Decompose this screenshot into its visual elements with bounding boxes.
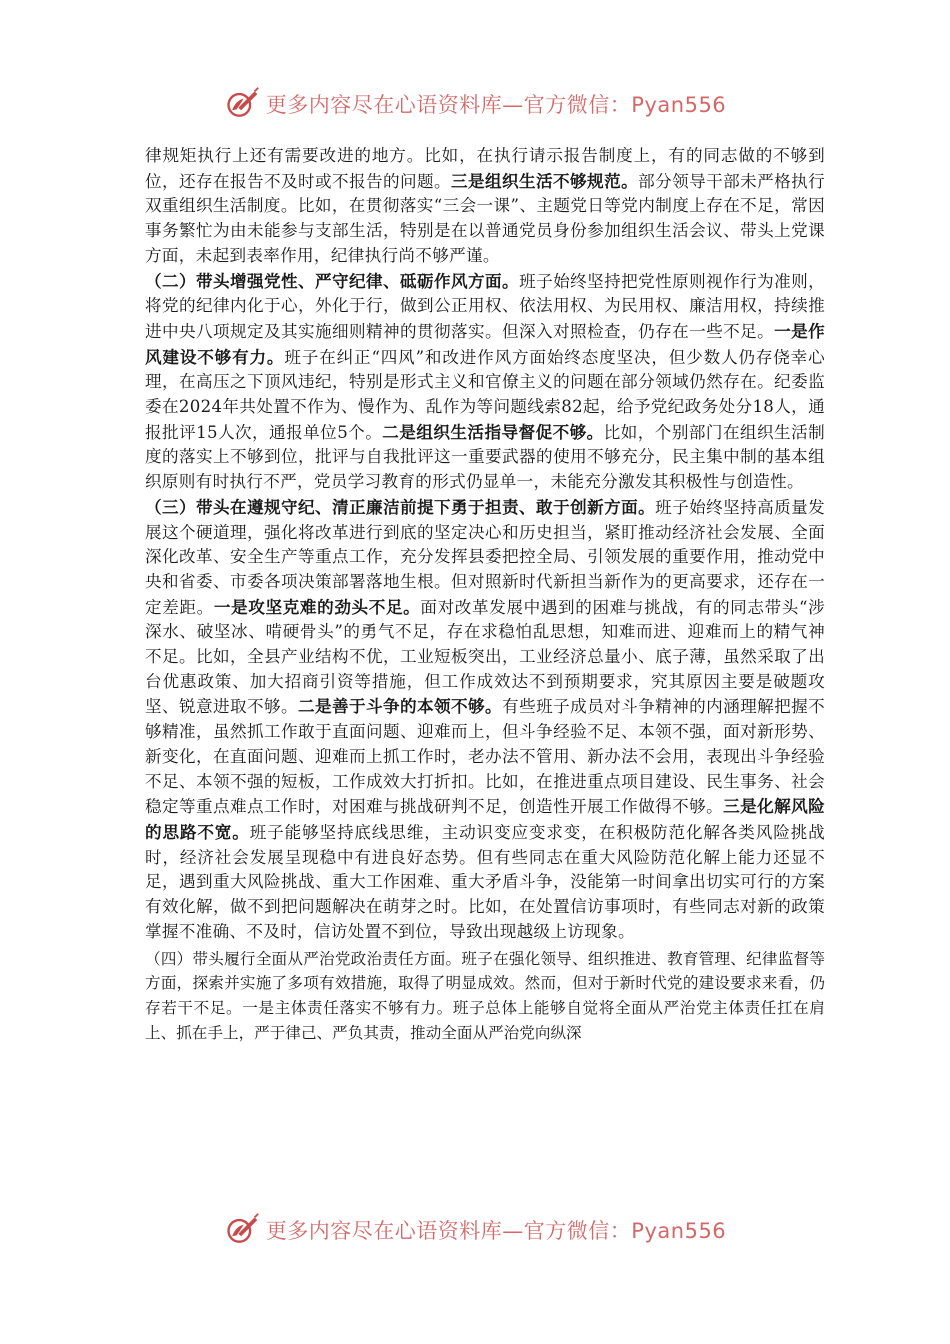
- watermark-banner-top: [0, 84, 950, 124]
- text-run: 律规矩执行上还有需要改进的地方。比如，在执行请示报告制度上，有的同志做的不够到位，还存在报告不及时或不报告的问题。: [145, 146, 825, 191]
- text-run: 比如，个别部门在组织生活制度的落实上不够到位，批评与自我批评这一重要武器的使用不够充分，民主集中制的基本组织原则有时执行不严，党员学习教育的形式仍显单一，未能充分激发其积极性与创造性。: [145, 422, 825, 492]
- text-run: 有些班子成员对斗争精神的内涵理解把握不够精准，虽然抓工作敢于直面问题、迎难而上，但斗争经验不足、本领不强，面对新形势、新变化，在直面问题、迎难而上抓工作时，老办法不管用、新办法不会用，表现出斗争经验不足、本领不强的短板，工作成效大打折扣。比如，在推进重点项目建设、民生事务、社会稳定等重点难点工作时，对困难与挑战研判不足，创造性开展工作做得不够。: [145, 697, 825, 817]
- document-body: [145, 144, 825, 1045]
- text-run: 班子始终坚持把党性原则视作行为准则，将党的纪律内化于心，外化于行，做到公正用权、依法用权、为民用权、廉洁用权，持续推进中央八项规定及其实施细则精神的贯彻落实。但深入对照检查，仍存在一些不足。: [145, 271, 825, 341]
- paragraph-4: [145, 947, 825, 1046]
- bold-heading-run: 三是化解风险的思路不宽。: [145, 796, 825, 842]
- bold-heading-run: 二是善于斗争的本领不够。: [298, 696, 503, 717]
- pen-logo-icon: [224, 1212, 260, 1248]
- pen-logo-icon: [224, 86, 260, 122]
- bold-heading-run: 三是组织生活不够规范。: [451, 170, 639, 191]
- bold-heading-run: 一是攻坚克难的劲头不足。: [213, 596, 421, 617]
- text-run: 部分领导干部未严格执行双重组织生活制度。比如，在贯彻落实“三会一课”、主题党日等党内制度上存在不足，常因事务繁忙为由未能参与支部生活，特别是在以普通党员身份参加组织生活会议、带头上党课方面，未起到表率作用，纪律执行尚不够严谨。: [145, 171, 825, 265]
- text-run: （四）带头履行全面从严治党政治责任方面。班子在强化领导、组织推进、教育管理、纪律监督等方面，探索并实施了多项有效措施，取得了明显成效。然而，但对于新时代党的建设要求来看，仍存若干不足。一是主体责任落实不够有力。班子总体上能够自觉将全面从严治党主体责任扛在肩上、抓在手上，严于律己、严负其责，推动全面从严治党向纵深: [145, 949, 825, 1042]
- paragraph-1: [145, 144, 825, 269]
- banner-text: 更多内容尽在心语资料库—官方微信：Pyan556: [265, 93, 727, 117]
- text-run: 班子能够坚持底线思维，主动识变应变求变，在积极防范化解各类风险挑战时，经济社会发展呈现稳中有进良好态势。但有些同志在重大风险防范化解上能力还显不足，遇到重大风险挑战、重大工作困难、重大矛盾斗争，没能第一时间拿出切实可行的方案有效化解，做不到把问题解决在萌芽之时。比如，在处置信访事项时，有些同志对新的政策掌握不准确、不及时，信访处置不到位，导致出现越级上访现象。: [145, 822, 825, 941]
- bold-heading-run: （三）带头在遵规守纪、清正廉洁前提下勇于担责、敢于创新方面。: [145, 496, 656, 517]
- bold-heading-run: 一是作风建设不够有力。: [145, 320, 825, 367]
- bold-heading-run: （二）带头增强党性、严守纪律、砥砺作风方面。: [145, 270, 520, 291]
- banner-text: 更多内容尽在心语资料库—官方微信：Pyan556: [265, 1219, 727, 1243]
- text-run: 班子在纠正“四风”和改进作风方面始终态度坚决，但少数人仍存侥幸心理，在高压之下顶风违纪，特别是形式主义和官僚主义的问题在部分领域仍然存在。纪委监委在2024年共处置不作为、慢作为、乱作为等问题线索82起，给予党纪政务处分18人，通报批评15人次，通报单位5个。: [145, 347, 825, 442]
- bold-heading-run: 二是组织生活指导督促不够。: [382, 421, 604, 442]
- paragraph-3: [145, 495, 825, 945]
- paragraph-2: [145, 269, 825, 495]
- text-run: 面对改革发展中遇到的困难与挑战，有的同志带头“涉深水、破坚冰、啃硬骨头”的勇气不足，存在求稳怕乱思想，知难而进、迎难而上的精气神不足。比如，全县产业结构不优，工业短板突出，工业经济总量小、底子薄，虽然采取了出台优惠政策、加大招商引资等措施，但工作成效达不到预期要求，究其原因主要是破题攻坚、锐意进取不够。: [145, 597, 825, 717]
- watermark-banner-bottom: [0, 1210, 950, 1250]
- text-run: 班子始终坚持高质量发展这个硬道理，强化将改革进行到底的坚定决心和历史担当，紧盯推动经济社会发展、全面深化改革、安全生产等重点工作，充分发挥县委把控全局、引领发展的重要作用，推动党中央和省委、市委各项决策部署落地生根。但对照新时代新担当新作为的更高要求，还存在一定差距。: [145, 497, 826, 617]
